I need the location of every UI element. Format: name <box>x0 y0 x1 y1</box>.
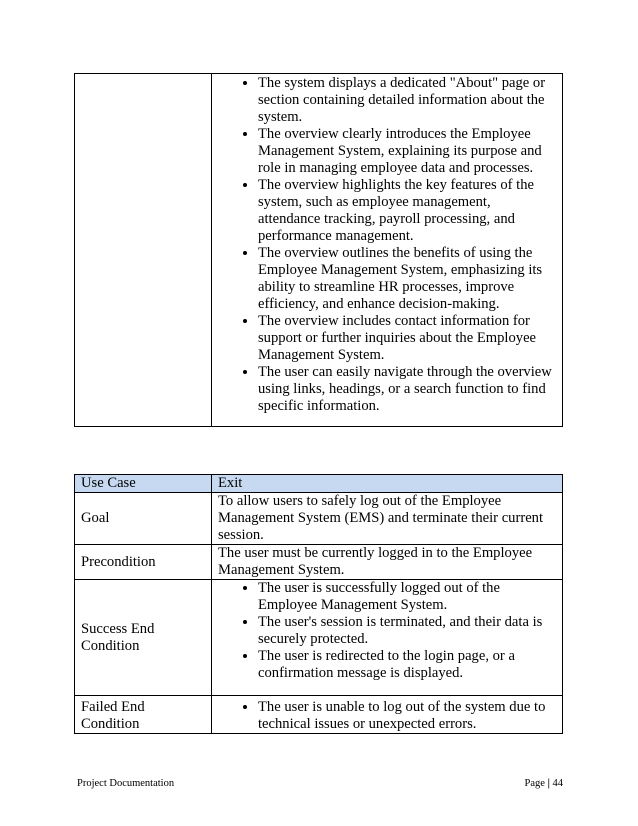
list-item: • The user is unable to log out of the system due to technical issues or unexpected errors. <box>258 699 556 733</box>
list-item: • The overview outlines the benefits of using the Employee Management System, emphasizing its ability to streamline HR processes, improve efficiency, and enhance decision-making. <box>258 245 556 313</box>
list-item: • The user is redirected to the login page, or a confirmation message is displayed. <box>258 648 556 682</box>
page-label: Page <box>524 778 545 789</box>
footer-title: Project Documentation <box>77 778 175 789</box>
precondition-value: The user must be currently logged in to the Employee Management System. <box>212 545 563 580</box>
page-number-block <box>525 778 563 790</box>
failed-end-condition-label: Failed End Condition <box>75 696 212 734</box>
use-case-label: Use Case <box>75 475 212 493</box>
list-item: • The user is successfully logged out of the Employee Management System. <box>258 580 556 614</box>
table-row <box>75 545 563 580</box>
overview-table <box>74 73 563 427</box>
table-row <box>75 696 563 734</box>
list-item: • The system displays a dedicated "About" page or section containing detailed information about the system. <box>258 75 556 126</box>
precondition-label: Precondition <box>75 545 212 580</box>
page-separator: | <box>547 778 550 789</box>
empty-label-cell <box>75 74 212 427</box>
list-item: • The user can easily navigate through the overview using links, headings, or a search function to find specific information. <box>258 364 556 415</box>
list-item: • The user's session is terminated, and their data is securely protected. <box>258 614 556 648</box>
list-item: • The overview includes contact information for support or further inquiries about the Employee Management System. <box>258 313 556 364</box>
list-item: • The overview highlights the key features of the system, such as employee management, attendance tracking, payroll processing, and performance management. <box>258 177 556 245</box>
success-list <box>218 580 556 682</box>
goal-value: To allow users to safely log out of the Employee Management System (EMS) and terminate their current session. <box>212 493 563 545</box>
success-end-condition-cell <box>212 580 563 696</box>
use-case-table <box>74 474 563 734</box>
failed-end-condition-cell <box>212 696 563 734</box>
overview-items-cell <box>212 74 563 427</box>
failed-list <box>218 699 556 733</box>
table-row <box>75 580 563 696</box>
use-case-value: Exit <box>212 475 563 493</box>
overview-list <box>218 75 556 415</box>
list-item: • The overview clearly introduces the Employee Management System, explaining its purpose and role in managing employee data and processes. <box>258 126 556 177</box>
table-header-row <box>75 475 563 493</box>
page-number: 44 <box>552 778 563 789</box>
goal-label: Goal <box>75 493 212 545</box>
success-end-condition-label: Success End Condition <box>75 580 212 696</box>
table-row <box>75 74 563 427</box>
table-row <box>75 493 563 545</box>
